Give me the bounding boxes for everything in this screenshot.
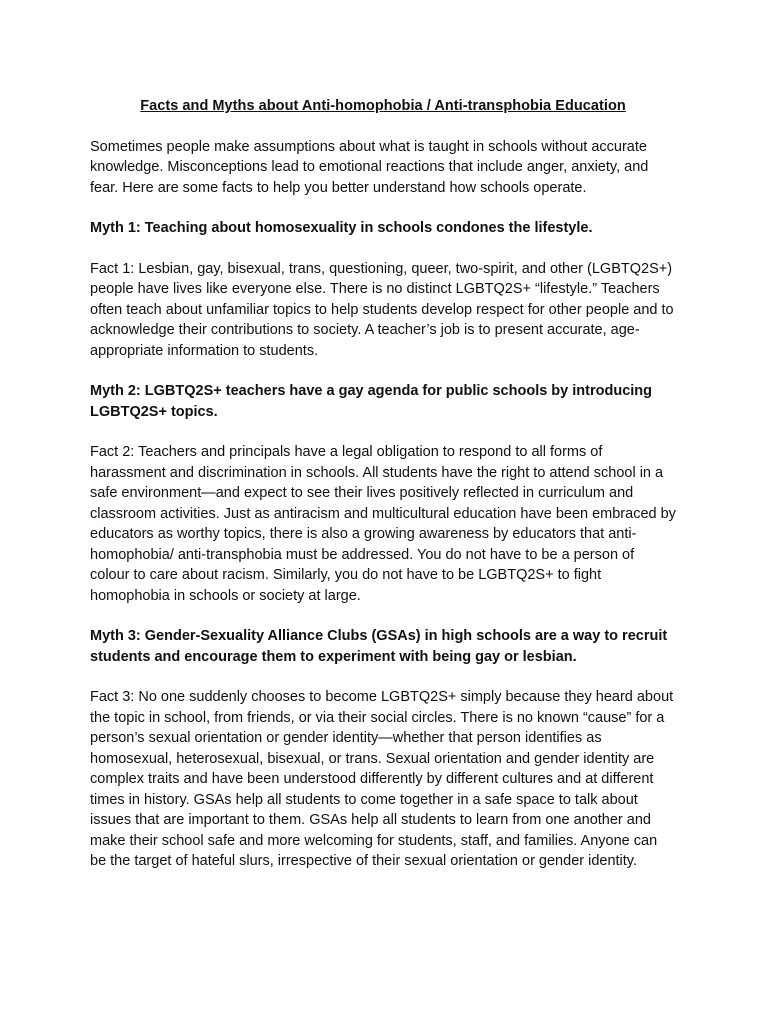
myth-2-heading: Myth 2: LGBTQ2S+ teachers have a gay agenda for public schools by introducing LGBTQ2S+ topics. bbox=[90, 383, 652, 420]
myth-3-heading: Myth 3: Gender-Sexuality Alliance Clubs (GSAs) in high schools are a way to recruit students and encourage them to experiment with being gay or lesbian. bbox=[90, 628, 668, 665]
fact-3-paragraph: Fact 3: No one suddenly chooses to become LGBTQ2S+ simply because they heard about the topic in school, from friends, or via their social circles. There is no known “cause” for a person’s sexual orientation or gender identity—whether that person identifies as homosexual, heterosexual, bisexual, or trans. Sexual orientation and gender identity are complex traits and have been understood differently by different cultures and at different times in history. GSAs help all students to come together in a safe space to talk about issues that are important to them. GSAs help all students to learn from one another and make their school safe and more welcoming for students, staff, and families. Anyone can be the target of hateful slurs, irrespective of their sexual orientation or gender identity. bbox=[90, 689, 674, 869]
fact-1-paragraph: Fact 1: Lesbian, gay, bisexual, trans, questioning, queer, two-spirit, and other (LGBTQ2S+) people have lives like everyone else. There is no distinct LGBTQ2S+ “lifestyle.” Teachers often teach about unfamiliar topics to help students develop respect for other people and to acknowledge their contributions to society. A teacher’s job is to present accurate, age-appropriate information to students. bbox=[90, 260, 674, 359]
document-title: Facts and Myths about Anti-homophobia / Anti-transphobia Education bbox=[140, 98, 626, 114]
myth-1-heading: Myth 1: Teaching about homosexuality in schools condones the lifestyle. bbox=[90, 220, 593, 236]
intro-paragraph: Sometimes people make assumptions about what is taught in schools without accurate knowledge. Misconceptions lead to emotional reactions that include anger, anxiety, and fear. Here are some facts to help you better understand how schools operate. bbox=[90, 138, 649, 196]
fact-2-paragraph: Fact 2: Teachers and principals have a legal obligation to respond to all forms of harassment and discrimination in schools. All students have the right to attend school in a safe environment—and expect to see their lives positively reflected in curriculum and classroom activities. Just as antiracism and multicultural education have been embraced by educators as worthy topics, there is also a growing awareness by educators that anti-homophobia/ anti-transphobia must be addressed. You do not have to be a person of colour to care about racism. Similarly, you do not have to be LGBTQ2S+ to fight homophobia in schools or society at large. bbox=[90, 444, 676, 604]
